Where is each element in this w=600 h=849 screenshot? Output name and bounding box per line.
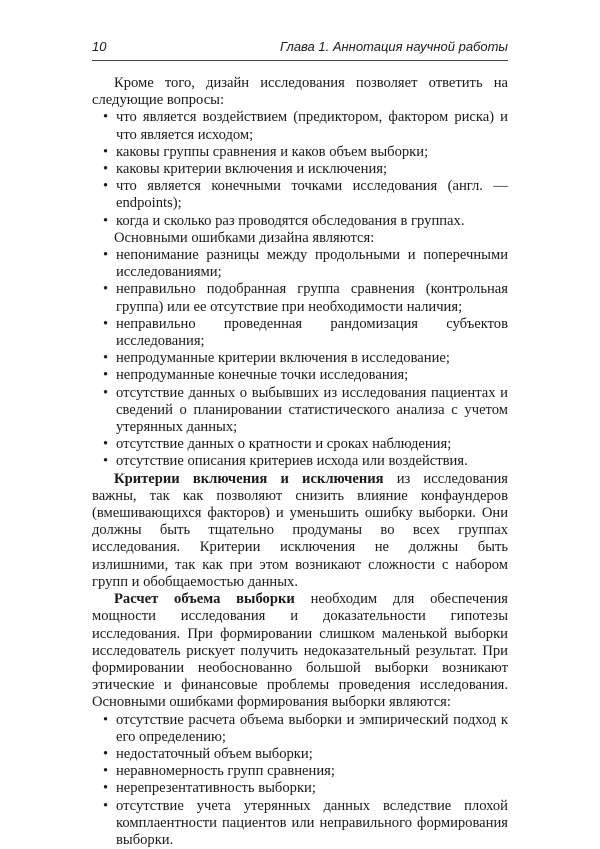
design-errors-list	[92, 247, 508, 471]
list-item: • непродуманные критерии включения в исследование;	[116, 350, 508, 367]
sample-errors-list	[92, 712, 508, 849]
list-item: • что является воздействием (предиктором, фактором риска) и что является исходом;	[116, 109, 508, 143]
list-item: • неправильно подобранная группа сравнения (контрольная группа) или ее отсутствие при необходимости наличия;	[116, 281, 508, 315]
list-item: • каковы критерии включения и исключения;	[116, 161, 508, 178]
sample-size-term: Расчет объема выборки	[114, 591, 295, 608]
sample-size-paragraph	[92, 591, 508, 711]
running-header	[92, 38, 508, 61]
intro-paragraph: Кроме того, дизайн исследования позволяет ответить на следующие вопросы:	[92, 75, 508, 109]
list-item: • отсутствие данных о кратности и сроках наблюдения;	[116, 436, 508, 453]
page-body	[92, 75, 508, 849]
list-item: • непродуманные конечные точки исследования;	[116, 367, 508, 384]
chapter-title: Глава 1. Аннотация научной работы	[279, 39, 508, 54]
list-item: • каковы группы сравнения и каков объем выборки;	[116, 144, 508, 161]
page-number: 10	[92, 39, 107, 54]
list-item: • неравномерность групп сравнения;	[116, 763, 508, 780]
list-item: • что является конечными точками исследования (англ. — endpoints);	[116, 178, 508, 212]
list-item: • отсутствие данных о выбывших из исследования пациентах и сведений о планировании статистического анализа с учетом утерянных данных;	[116, 385, 508, 437]
list-item: • когда и сколько раз проводятся обследования в группах.	[116, 213, 508, 230]
design-errors-heading: Основными ошибками дизайна являются:	[114, 229, 375, 246]
list-item: • нерепрезентативность выборки;	[116, 780, 508, 797]
list-item: • отсутствие учета утерянных данных вследствие плохой комплаентности пациентов или неправильного формирования выборки.	[116, 798, 508, 849]
list-item: • отсутствие описания критериев исхода или воздействия.	[116, 453, 508, 470]
criteria-term: Критерии включения и исключения	[114, 470, 384, 487]
questions-list	[92, 109, 508, 229]
sample-size-text: необходим для обеспечения мощности исследования и доказательности гипотезы исследования. При формировании слишком маленькой выборки исследователь рискует получить недоказательный результат. При формировании необоснованно большой выборки возникают этические и финансовые проблемы проведения исследования. Основными ошибками формирования выборки являются:	[92, 591, 508, 711]
list-item: • недостаточный объем выборки;	[116, 746, 508, 763]
criteria-paragraph	[92, 471, 508, 591]
list-item: • непонимание разницы между продольными и поперечными исследованиями;	[116, 247, 508, 281]
list-item: • отсутствие расчета объема выборки и эмпирический подход к его определению;	[116, 712, 508, 746]
list-item: • неправильно проведенная рандомизация субъектов исследования;	[116, 316, 508, 350]
criteria-text: из исследования важны, так как позволяют снизить влияние конфаундеров (вмешивающихся факторов) и уменьшить ошибку выборки. Они должны быть тщательно продуманы во всех группах исследования. Критерии исключения не должны быть излишними, так как при этом возникают сложности с набором групп и обобщаемостью данных.	[92, 470, 508, 590]
